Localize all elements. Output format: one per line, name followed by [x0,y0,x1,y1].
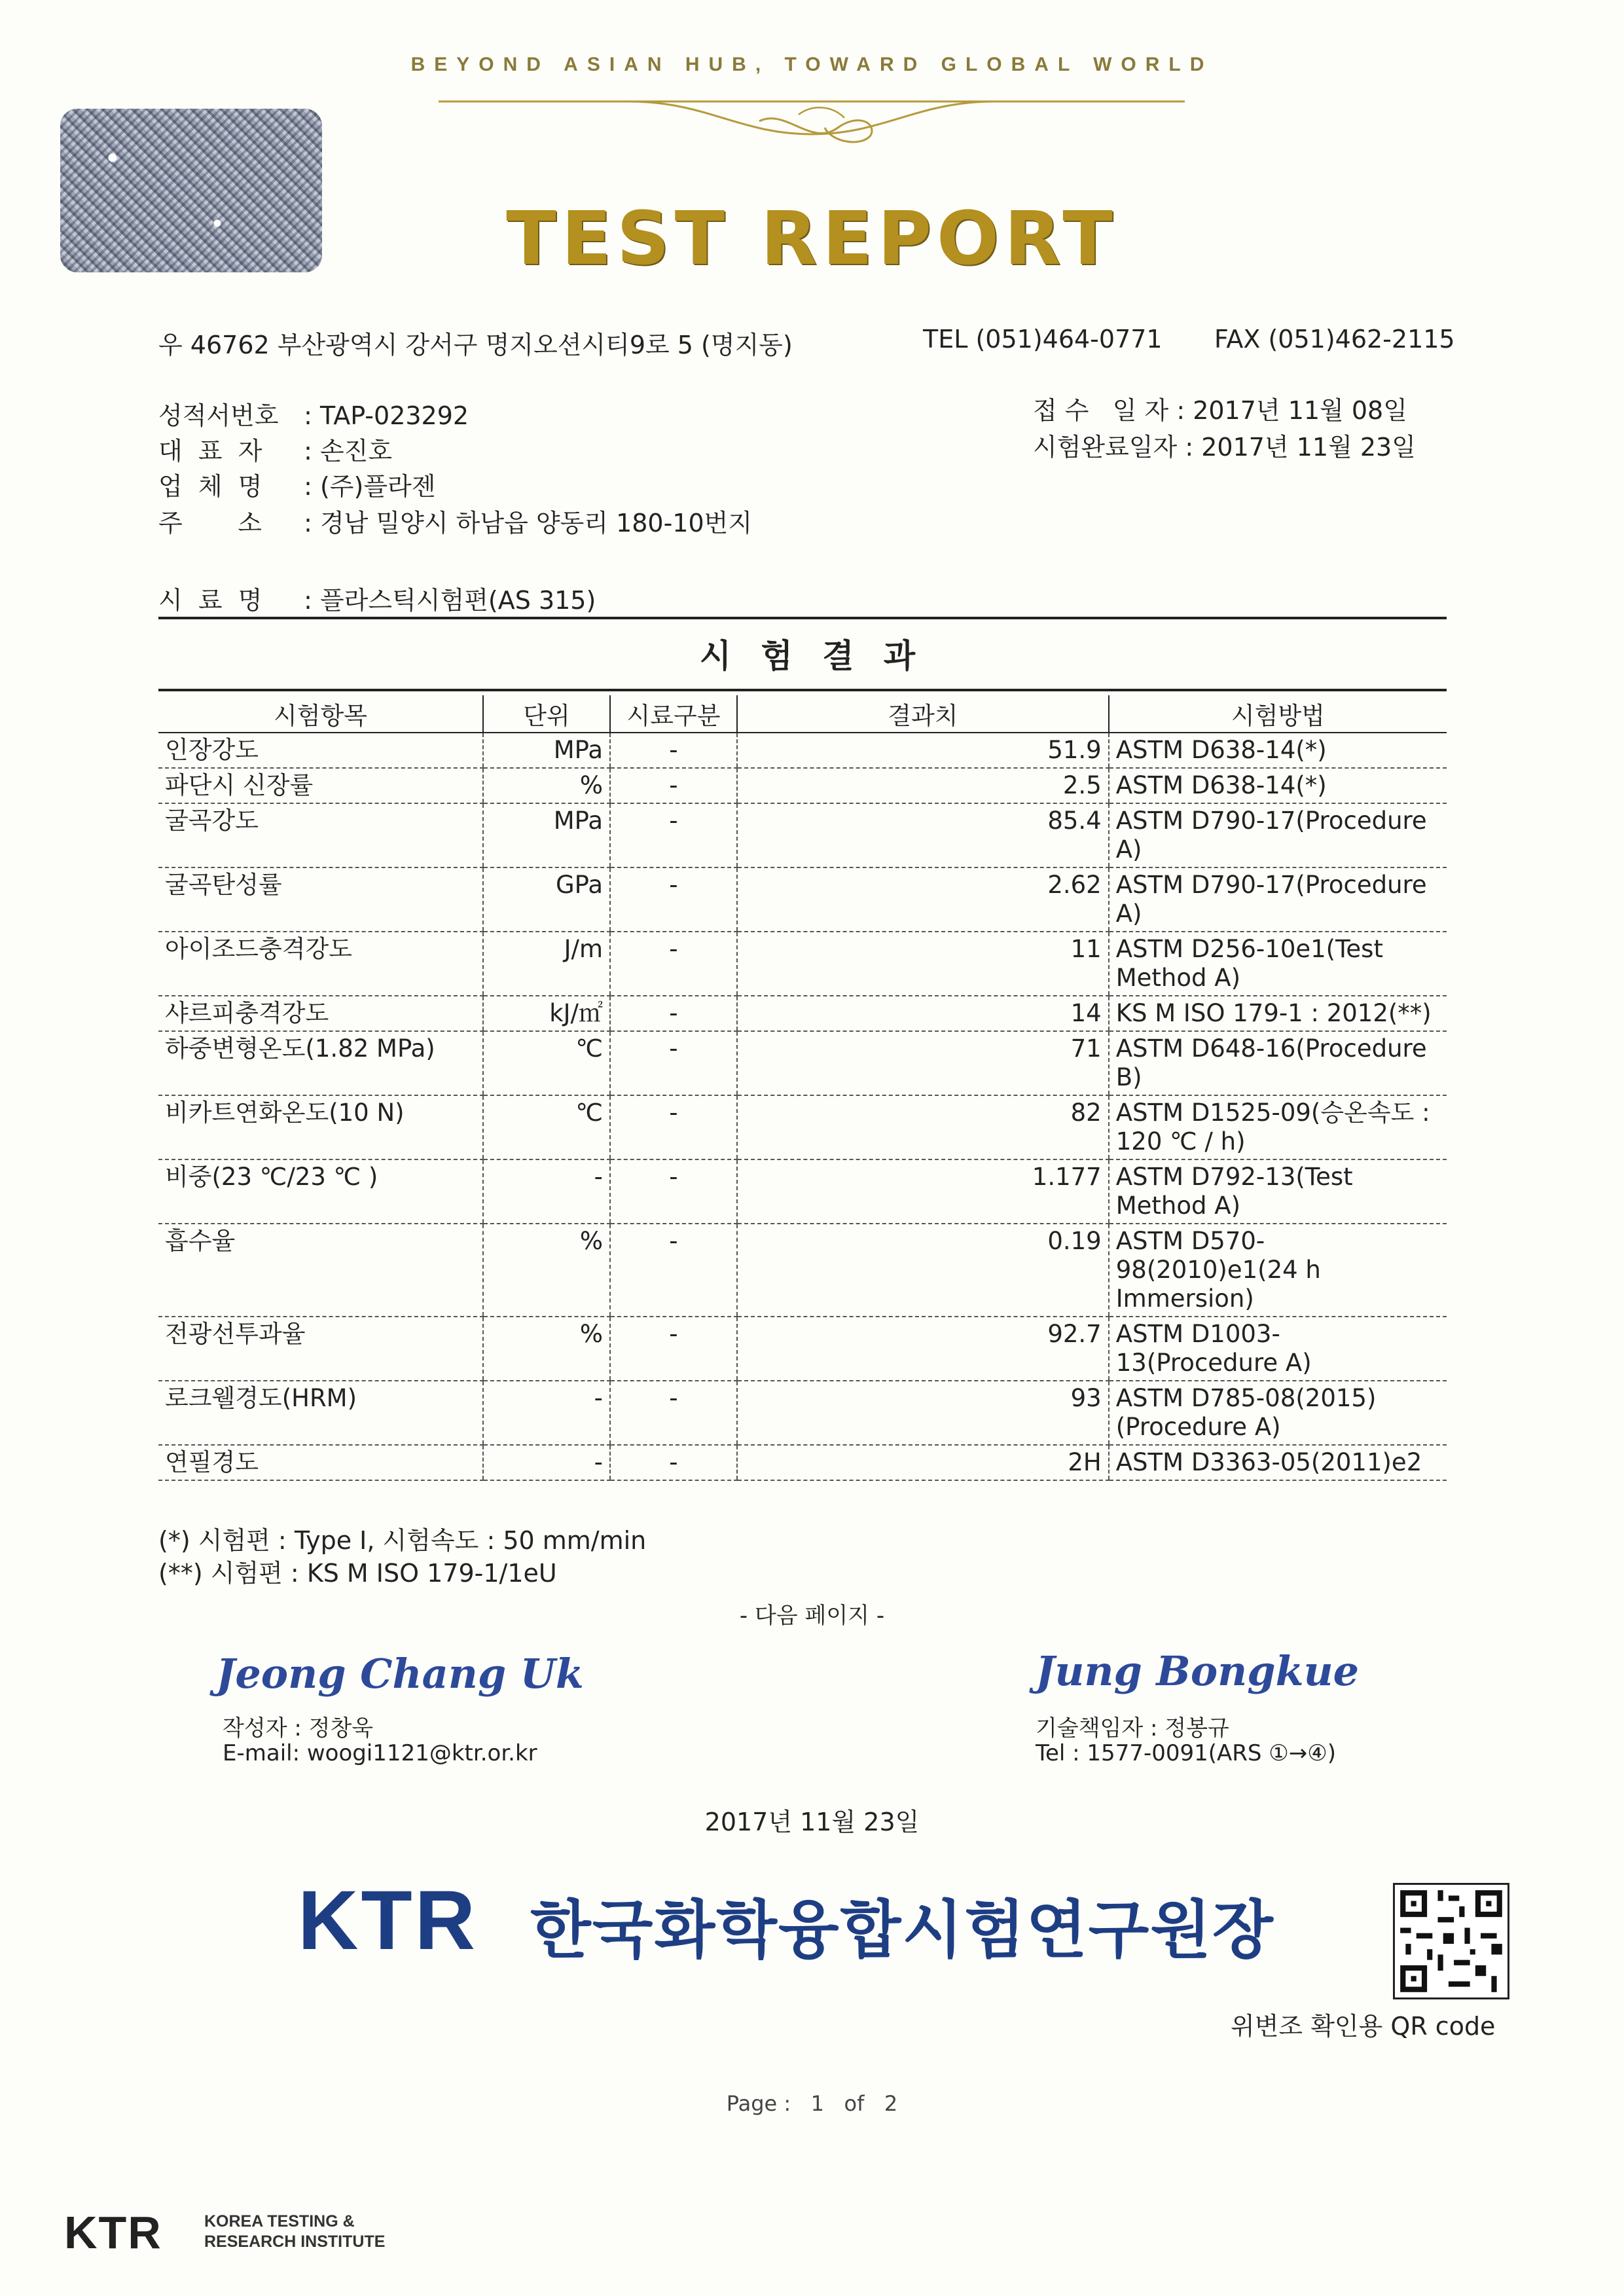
client-address: 경남 밀양시 하남읍 양동리 180-10번지 [319,509,753,538]
report-no: TAP-023292 [319,401,469,430]
row-item: 아이조드충격강도 [158,932,483,996]
row-item: 비카트연화온도(10 N) [158,1095,483,1159]
table-row [158,996,1447,1031]
row-item: 파단시 신장률 [158,768,483,803]
author-email: E-mail: woogi1121@ktr.or.kr [223,1740,537,1766]
rep-label: 대 표 자 [158,437,262,465]
row-unit: ℃ [483,1031,610,1095]
row-result: 82 [737,1095,1109,1159]
row-result: 14 [737,996,1109,1031]
lab-tel: TEL (051)464-0771 [923,325,1163,354]
table-row [158,932,1447,996]
row-unit: - [483,1159,610,1224]
row-item: 인장강도 [158,733,483,768]
ornament-flourish [432,82,1191,154]
results-table [158,695,1447,1481]
next-page-note: - 다음 페이지 - [739,1603,885,1629]
note-1: (*) 시험편 : Type Ⅰ, 시험속도 : 50 mm/min [158,1526,647,1555]
lab-address: 우 46762 부산광역시 강서구 명지오션시티9로 5 (명지동) [158,331,793,359]
row-method: ASTM D638-14(*) [1109,733,1447,768]
row-item: 연필경도 [158,1445,483,1480]
row-unit: GPa [483,867,610,932]
header-unit: 단위 [483,695,610,733]
row-sample: - [610,1381,737,1445]
row-method: ASTM D790-17(Procedure A) [1109,803,1447,867]
row-sample: - [610,932,737,996]
header-result: 결과치 [737,695,1109,733]
received-date: 2017년 11월 08일 [1193,396,1407,425]
issue-date: 2017년 11월 23일 [704,1808,920,1836]
row-result: 71 [737,1031,1109,1095]
row-method: ASTM D3363-05(2011)e2 [1109,1445,1447,1480]
institute-name [204,2212,385,2252]
row-sample: - [610,1159,737,1224]
row-sample: - [610,1095,737,1159]
received-row: 접 수 일 자 : 2017년 11월 08일 [1033,396,1407,425]
tech-signature: Jung Bongkue [1036,1647,1360,1695]
row-unit: MPa [483,733,610,768]
report-title: TEST REPORT [506,196,1118,282]
row-item: 하중변형온도(1.82 MPa) [158,1031,483,1095]
company-label: 업 체 명 [158,472,262,501]
divider [158,617,1447,619]
company-row: 업 체 명 : (주)플라젠 [158,466,435,502]
row-method: ASTM D785-08(2015) (Procedure A) [1109,1381,1447,1445]
row-result: 51.9 [737,733,1109,768]
row-unit: % [483,1224,610,1317]
table-row [158,733,1447,768]
row-sample: - [610,1031,737,1095]
organization-name: 한국화학융합시험연구원장 [530,1893,1274,1967]
row-unit: % [483,1317,610,1381]
row-unit: - [483,1445,610,1480]
row-sample: - [610,733,737,768]
table-row [158,768,1447,803]
row-method: ASTM D570-98(2010)e1(24 h Immersion) [1109,1224,1447,1317]
row-sample: - [610,768,737,803]
row-method: ASTM D256-10e1(Test Method A) [1109,932,1447,996]
completed-date: 2017년 11월 23일 [1201,433,1416,462]
row-sample: - [610,867,737,932]
row-method: ASTM D790-17(Procedure A) [1109,867,1447,932]
row-result: 2.62 [737,867,1109,932]
table-row [158,803,1447,867]
qr-code[interactable] [1393,1883,1509,1999]
row-sample: - [610,1224,737,1317]
row-method: ASTM D648-16(Procedure B) [1109,1031,1447,1095]
row-unit: J/m [483,932,610,996]
row-item: 전광선투과율 [158,1317,483,1381]
author-label: 작성자 : 정창욱 [223,1715,374,1741]
row-result: 93 [737,1381,1109,1445]
row-result: 92.7 [737,1317,1109,1381]
divider [158,689,1447,691]
row-result: 2H [737,1445,1109,1480]
row-method: ASTM D792-13(Test Method A) [1109,1159,1447,1224]
row-method: ASTM D1525-09(승온속도 : 120 ℃ / h) [1109,1095,1447,1159]
header-method: 시험방법 [1109,695,1447,733]
row-sample: - [610,1445,737,1480]
table-row [158,867,1447,932]
row-item: 비중(23 ℃/23 ℃ ) [158,1159,483,1224]
sample-label: 시 료 명 [158,586,262,615]
page-number: Page : 1 of 2 [726,2091,898,2116]
report-no-row: 성적서번호 : TAP-023292 [158,395,469,431]
row-unit: % [483,768,610,803]
table-row [158,1381,1447,1445]
row-method: KS M ISO 179-1 : 2012(**) [1109,996,1447,1031]
row-result: 11 [737,932,1109,996]
row-unit: - [483,1381,610,1445]
row-result: 0.19 [737,1224,1109,1317]
rep-row: 대 표 자 : 손진호 [158,431,392,467]
motto: BEYOND ASIAN HUB, TOWARD GLOBAL WORLD [410,54,1214,75]
tech-tel: Tel : 1577-0091(ARS ①→④) [1036,1740,1336,1766]
row-sample: - [610,803,737,867]
results-title: 시 험 결 과 [699,637,925,675]
table-row [158,1031,1447,1095]
table-row [158,1317,1447,1381]
rep-name: 손진호 [319,437,393,465]
sample-name: 플라스틱시험편(AS 315) [319,586,596,615]
header-item: 시험항목 [158,695,483,733]
row-item: 굴곡탄성률 [158,867,483,932]
row-result: 85.4 [737,803,1109,867]
row-item: 굴곡강도 [158,803,483,867]
tech-label: 기술책임자 : 정봉규 [1036,1715,1229,1741]
sample-row: 시 료 명 : 플라스틱시험편(AS 315) [158,580,596,616]
row-item: 샤르피충격강도 [158,996,483,1031]
row-unit: ℃ [483,1095,610,1159]
row-unit: kJ/㎡ [483,996,610,1031]
row-method: ASTM D638-14(*) [1109,768,1447,803]
ktr-small-logo: KTR [64,2207,162,2258]
row-method: ASTM D1003-13(Procedure A) [1109,1317,1447,1381]
table-row [158,1224,1447,1317]
row-sample: - [610,1317,737,1381]
table-row [158,1159,1447,1224]
address-row: 주 소 : 경남 밀양시 하남읍 양동리 180-10번지 [158,503,752,539]
table-row [158,1095,1447,1159]
report-no-label: 성적서번호 [158,401,279,430]
received-label: 접 수 일 자 [1033,396,1169,425]
row-result: 2.5 [737,768,1109,803]
completed-label: 시험완료일자 [1033,433,1178,462]
institute-line-1: KOREA TESTING & [204,2212,355,2231]
qr-caption: 위변조 확인용 QR code [1231,2012,1496,2041]
institute-line-2: RESEARCH INSTITUTE [204,2232,386,2251]
row-sample: - [610,996,737,1031]
row-result: 1.177 [737,1159,1109,1224]
row-item: 로크웰경도(HRM) [158,1381,483,1445]
author-signature: Jeong Chang Uk [216,1650,584,1698]
company-name: (주)플라젠 [319,472,436,501]
ktr-logo: KTR [298,1874,478,1967]
addr-label: 주 소 [158,509,262,538]
lab-fax: FAX (051)462-2115 [1214,325,1455,354]
table-header-row [158,695,1447,733]
row-item: 흡수율 [158,1224,483,1317]
header-sample: 시료구분 [610,695,737,733]
row-unit: MPa [483,803,610,867]
table-row [158,1445,1447,1480]
note-2: (**) 시험편 : KS M ISO 179-1/1eU [158,1559,557,1588]
completed-row: 시험완료일자 : 2017년 11월 23일 [1033,433,1416,462]
